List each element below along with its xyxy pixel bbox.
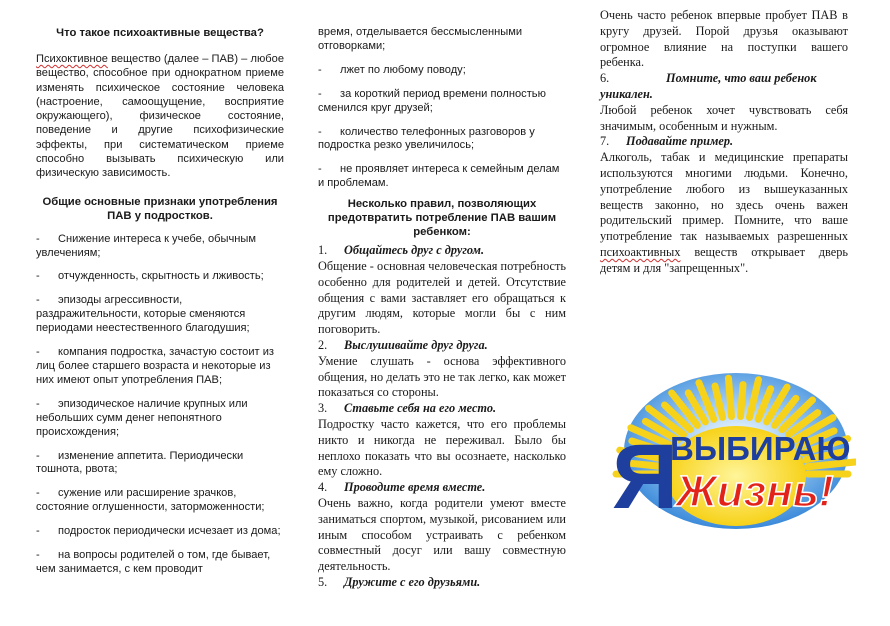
- list-item-text: лжет по любому поводу;: [340, 63, 466, 76]
- list-dash: -: [318, 125, 322, 138]
- sign-item-5: [36, 398, 284, 440]
- list-dash: -: [36, 270, 40, 283]
- rules-list: [318, 243, 566, 591]
- rule-number: 1.: [318, 243, 328, 258]
- section-title-pav: Что такое психоактивные вещества?: [56, 27, 264, 39]
- rule-number: 4.: [318, 480, 328, 495]
- sign-item-3: [36, 294, 284, 336]
- friends-paragraph: Очень часто ребенок впервые пробует ПАВ в кругу друзей. Порой друзья оказывают огромное влияние на поступки вашего ребенка.: [600, 8, 848, 70]
- logo-graphic: [606, 356, 856, 536]
- rule-2-text: Умение слушать - основа эффективного общения, но делать это не так легко, как может показаться со стороны.: [318, 353, 566, 400]
- rule-1-text: Общение - основная человеческая потребность особенно для родителей и детей. Отсутствие общения с вами заставляет его обращаться к другим людям, которые могли бы с ним поговорить.: [318, 258, 566, 337]
- signs-list-continued: [318, 64, 566, 191]
- sun-ray: [728, 378, 731, 416]
- pav-definition: [36, 52, 284, 181]
- list-dash: -: [318, 63, 322, 76]
- rule-6-number: 6.: [600, 71, 610, 86]
- sign-item-cont-4: [318, 163, 566, 191]
- list-item-continued: [318, 26, 566, 54]
- rule-7-squiggly-word: психоактивных: [600, 244, 681, 259]
- list-dash: -: [36, 549, 40, 562]
- rule-7-number: 7.: [600, 134, 610, 149]
- list-item-text: отчужденность, скрытность и лживость;: [58, 270, 264, 283]
- list-dash: -: [318, 87, 322, 100]
- sign-item-8: [36, 525, 284, 539]
- logo-line1: ВЫБИРАЮ: [670, 430, 851, 467]
- rule-title: Проводите время вместе.: [344, 480, 486, 495]
- list-item-text: Снижение интереса к учебе, обычным увлечениям;: [36, 232, 256, 259]
- rule-3-text: Подростку часто кажется, что его проблемы никто и никогда не переживал. Было бы неплохо показать что вы осознаете, насколько ему сложно.: [318, 416, 566, 479]
- list-item-text: изменение аппетита. Периодически тошнота, рвота;: [36, 449, 244, 476]
- rule-7-heading: [600, 134, 848, 150]
- list-item-text: не проявляет интереса к семейным делам и проблемам.: [318, 163, 560, 190]
- list-item-text: сужение или расширение зрачков, состояние оглушенности, заторможенности;: [36, 487, 265, 514]
- column-1: [36, 26, 284, 587]
- sign-item-1: [36, 233, 284, 261]
- rule-3-heading: [318, 401, 566, 417]
- rule-5-heading: [318, 575, 566, 591]
- sign-item-6: [36, 450, 284, 478]
- rule-7-title: Подавайте пример.: [626, 134, 734, 149]
- rule-1-heading: [318, 243, 566, 259]
- rule-title: Выслушивайте друг друга.: [344, 337, 488, 352]
- column-2: [318, 26, 566, 591]
- definition-text: вещество (далее – ПАВ) – любое вещество, способное при однократном приеме изменять психическое состояние человека (настроение, самоощущение, восприятие окружающего), физическое состояние, поведение и другие психофизические эффекты, при систематическом приеме способно вызывать психическую или физическую зависимость.: [36, 53, 284, 180]
- signs-list: [36, 233, 284, 577]
- sign-item-7: [36, 487, 284, 515]
- list-dash: -: [318, 163, 322, 176]
- list-item-text: подросток периодически исчезает из дома;: [58, 525, 281, 538]
- list-dash: -: [36, 346, 40, 359]
- sign-item-cont-2: [318, 88, 566, 116]
- rule-number: 3.: [318, 401, 328, 416]
- list-item-text: эпизодическое наличие крупных или небольших сумм денег непонятного происхождения;: [36, 397, 248, 438]
- list-item-text: количество телефонных разговоров у подростка резко увеличилось;: [318, 125, 535, 152]
- rule-2-heading: [318, 338, 566, 354]
- list-item-text: за короткий период времени полностью сменился круг друзей;: [318, 87, 546, 114]
- column-3: [600, 8, 848, 277]
- sun-ray: [741, 385, 744, 417]
- section-title-signs: Общие основные признаки употребления ПАВ у подростков.: [42, 195, 278, 222]
- i-choose-life-logo: [606, 356, 856, 536]
- rule-number: 5.: [318, 574, 328, 589]
- logo-line2: Жизнь!: [676, 467, 834, 516]
- sign-item-4: [36, 346, 284, 388]
- list-dash: -: [36, 449, 40, 462]
- sign-item-9: [36, 549, 284, 577]
- rule-title: Ставьте себя на его место.: [344, 401, 497, 416]
- rule-7-text-b: веществ открывает дверь детям и для "запрещенных".: [600, 244, 848, 275]
- rule-number: 2.: [318, 337, 328, 352]
- list-item-text: эпизоды агрессивности, раздражительности, которые сменяются периодами неестественного благодушия;: [36, 294, 250, 335]
- list-item-text: на вопросы родителей о том, где бывает, чем занимается, с кем проводит: [36, 549, 271, 575]
- rule-7-text: [600, 150, 848, 276]
- list-dash: -: [36, 487, 40, 500]
- sign-item-cont-3: [318, 126, 566, 154]
- rule-6-title: Помните, что ваш ребенок уникален.: [600, 71, 817, 101]
- definition-term: Психоктивное: [36, 53, 108, 65]
- sign-item-2: [36, 270, 284, 284]
- logo-letter: Я: [612, 426, 679, 528]
- rule-4-text: Очень важно, когда родители умеют вместе заниматься спортом, музыкой, рисованием или иным способом устраивать с ребенком совместный досуг или вашу совместную деятельность.: [318, 495, 566, 574]
- list-dash: -: [36, 397, 40, 410]
- list-dash: -: [36, 525, 40, 538]
- list-dash: -: [36, 232, 40, 245]
- rule-title: Общайтесь друг с другом.: [344, 243, 485, 258]
- rule-7-text-a: Алкоголь, табак и медицинские препараты используются многими людьми. Конечно, употребление любого из вышеуказанных веществ законно, но здесь очень важен родительский пример. Помните, что ваше употребление так называемых разрешенных: [600, 150, 848, 244]
- continued-text: время, отделывается бессмысленными отговорками;: [318, 26, 523, 52]
- rule-title: Дружите с его друзьями.: [344, 574, 481, 589]
- rule-4-heading: [318, 480, 566, 496]
- list-dash: -: [36, 294, 40, 307]
- rule-6-text: Любой ребенок хочет чувствовать себя значимым, особенным и нужным.: [600, 102, 848, 133]
- rule-6-heading: [600, 71, 848, 103]
- sign-item-cont-1: [318, 64, 566, 78]
- list-item-text: компания подростка, зачастую состоит из лиц более старшего возраста и некоторые из них имеют опыт употребления ПАВ;: [36, 346, 274, 386]
- section-title-rules: Несколько правил, позволяющих предотвратить потребление ПАВ вашим ребенком:: [327, 198, 557, 239]
